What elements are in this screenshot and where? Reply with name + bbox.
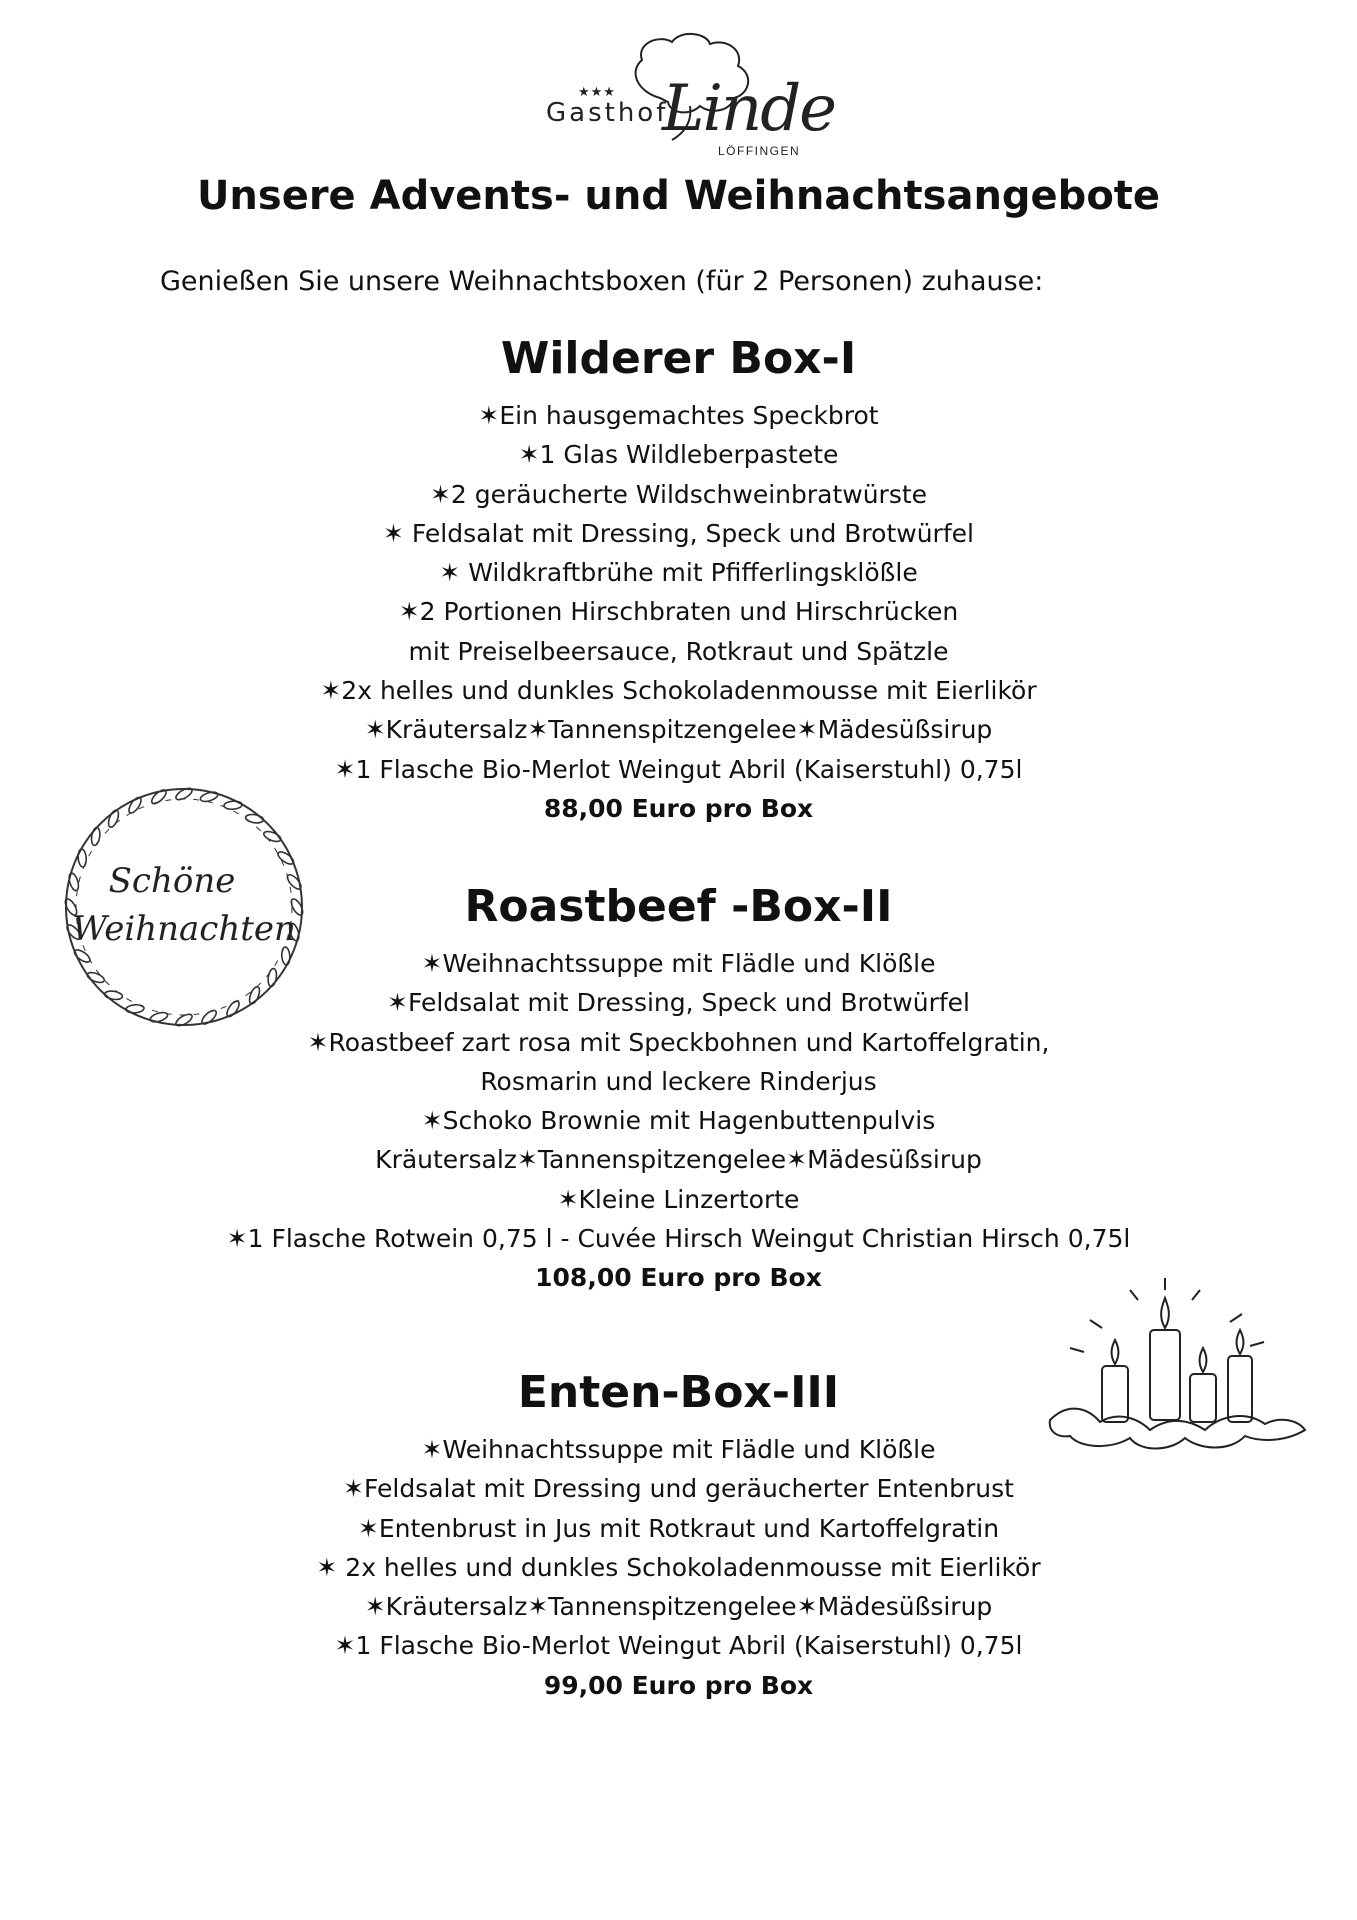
box-item: ✶1 Flasche Rotwein 0,75 l - Cuvée Hirsch Weingut Christian Hirsch 0,75l bbox=[226, 1224, 1131, 1254]
box-wilderer bbox=[0, 328, 1357, 829]
box-item: ✶1 Glas Wildleberpastete bbox=[518, 440, 839, 470]
hotel-stars: ★★★ bbox=[578, 84, 616, 99]
box-title: Wilderer Box-I bbox=[500, 333, 857, 384]
box-item: ✶Ein hausgemachtes Speckbrot bbox=[478, 401, 879, 430]
box-price: 108,00 Euro pro Box bbox=[535, 1263, 822, 1293]
box-item: ✶1 Flasche Bio-Merlot Weingut Abril (Kaiserstuhl) 0,75l bbox=[334, 754, 1023, 784]
box-item: ✶Feldsalat mit Dressing und geräucherter Entenbrust bbox=[343, 1474, 1014, 1504]
logo-town-text: LÖFFINGEN bbox=[718, 144, 801, 158]
page-title: Unsere Advents- und Weihnachtsangebote bbox=[196, 173, 1161, 219]
box-title: Roastbeef -Box-II bbox=[464, 881, 893, 932]
box-item: ✶Weihnachtssuppe mit Flädle und Klößle bbox=[421, 1435, 936, 1464]
box-price: 88,00 Euro pro Box bbox=[543, 793, 814, 823]
box-item: ✶Feldsalat mit Dressing, Speck und Brotwürfel bbox=[387, 988, 970, 1018]
logo-brand-text: Gasthof bbox=[546, 98, 669, 128]
box-item: ✶2x helles und dunkles Schokoladenmousse mit Eierlikör bbox=[320, 676, 1037, 706]
box-title: Enten-Box-III bbox=[517, 1367, 840, 1418]
box-item: ✶2 geräucherte Wildschweinbratwürste bbox=[429, 479, 928, 509]
box-item: ✶ Wildkraftbrühe mit Pfifferlingsklößle bbox=[439, 558, 918, 588]
wreath-text-line1: Schöne bbox=[108, 861, 236, 901]
box-item: ✶1 Flasche Bio-Merlot Weingut Abril (Kaiserstuhl) 0,75l bbox=[334, 1631, 1023, 1661]
advent-candles-icon bbox=[1030, 1270, 1310, 1470]
box-item: Kräutersalz✶Tannenspitzengelee✶Mädesüßsirup bbox=[375, 1145, 982, 1175]
box-item: ✶ 2x helles und dunkles Schokoladenmousse mit Eierlikör bbox=[316, 1552, 1041, 1582]
box-item: ✶Roastbeef zart rosa mit Speckbohnen und Kartoffelgratin, bbox=[307, 1027, 1050, 1057]
box-item: ✶Entenbrust in Jus mit Rotkraut und Kartoffelgratin bbox=[357, 1513, 1000, 1543]
box-item: ✶Kräutersalz✶Tannenspitzengelee✶Mädesüßsirup bbox=[364, 1592, 993, 1622]
box-items bbox=[0, 396, 1357, 789]
box-item: Rosmarin und leckere Rinderjus bbox=[480, 1066, 877, 1096]
box-item: ✶Schoko Brownie mit Hagenbuttenpulvis bbox=[421, 1106, 936, 1136]
box-item: ✶Kleine Linzertorte bbox=[557, 1184, 800, 1214]
page-subtitle: Genießen Sie unsere Weihnachtsboxen (für 2 Personen) zuhause: bbox=[160, 266, 1044, 297]
box-item: ✶2 Portionen Hirschbraten und Hirschrücken bbox=[398, 597, 959, 627]
box-price: 99,00 Euro pro Box bbox=[543, 1670, 814, 1700]
wreath-text-line2: Weihnachten bbox=[72, 909, 296, 949]
box-item: ✶ Feldsalat mit Dressing, Speck und Brotwürfel bbox=[383, 518, 974, 548]
christmas-wreath-icon bbox=[44, 772, 324, 1042]
box-item: ✶Weihnachtssuppe mit Flädle und Klößle bbox=[421, 949, 936, 978]
box-item: ✶Kräutersalz✶Tannenspitzengelee✶Mädesüßsirup bbox=[364, 715, 993, 745]
gasthof-linde-logo bbox=[540, 28, 840, 168]
logo-script-text: Linde bbox=[662, 72, 836, 146]
box-item: mit Preiselbeersauce, Rotkraut und Spätzle bbox=[408, 636, 949, 666]
